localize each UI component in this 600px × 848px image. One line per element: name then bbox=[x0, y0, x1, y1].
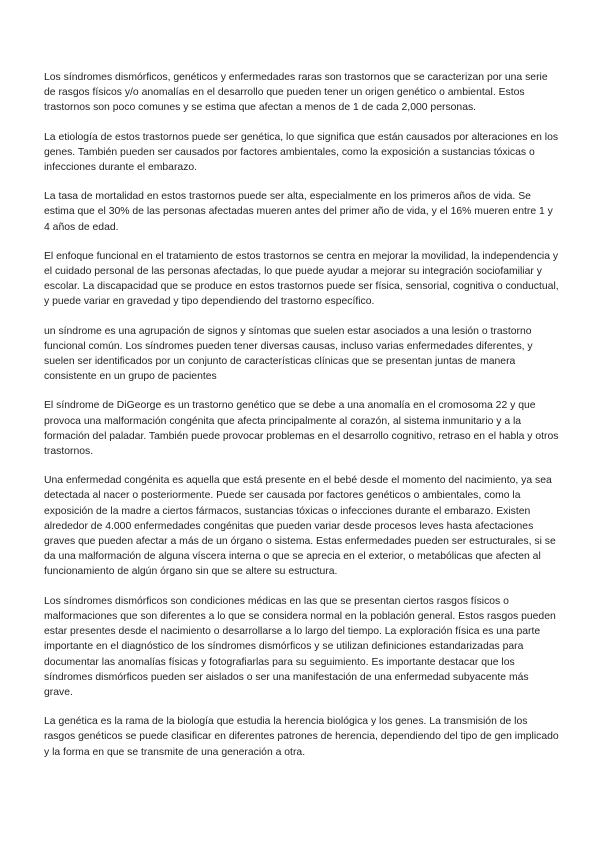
paragraph-intro: Los síndromes dismórficos, genéticos y enfermedades raras son trastornos que se caracterizan por una serie de rasgos físicos y/o anomalías en el desarrollo que pueden tener un origen genético o ambiental. Estos trastornos son poco comunes y se estima que afectan a menos de 1 de cada 2,000 personas. bbox=[44, 72, 548, 114]
document-body bbox=[44, 70, 560, 774]
paragraph-etiology: La etiología de estos trastornos puede ser genética, lo que significa que están causados por alteraciones en los genes. También pueden ser causados por factores ambientales, como la exposición a sustancias tóxicas o infecciones durante el embarazo. bbox=[44, 131, 559, 174]
paragraph-functional-approach: El enfoque funcional en el tratamiento de estos trastornos se centra en mejorar la movilidad, la independencia y el cuidado personal de las personas afectadas, lo que puede ayudar a mejorar su integración sociofamiliar y escolar. La discapacidad que se produce en estos trastornos puede ser física, sensorial, cognitiva o conductual, y puede variar en gravedad y tipo dependiendo del trastorno específico. bbox=[44, 250, 559, 308]
paragraph-syndrome-definition: un síndrome es una agrupación de signos y síntomas que suelen estar asociados a una lesión o trastorno funcional común. Los síndromes pueden tener diversas causas, incluso varias enfermedades diferentes, y suelen ser identificados por un conjunto de características clínicas que se presentan juntas de manera consistente en un grupo de pacientes bbox=[44, 325, 533, 383]
paragraph-genetics: La genética es la rama de la biología que estudia la herencia biológica y los genes. La transmisión de los rasgos genéticos se puede clasificar en diferentes patrones de herencia, dependiendo del tipo de gen implicado y la forma en que se transmite de una generación a otra. bbox=[44, 716, 559, 758]
paragraph-congenital-disease: Una enfermedad congénita es aquella que está presente en el bebé desde el momento del nacimiento, ya sea detectada al nacer o posteriormente. Puede ser causada por factores genéticos o ambientales, como la exposición de la madre a ciertos fármacos, sustancias tóxicas o infecciones durante el embarazo. Existen alrededor de 4.000 enfermedades congénitas que pueden variar desde procesos leves hasta afectaciones graves que pueden afectar a más de un órgano o sistema. Estas enfermedades pueden ser estructurales, si se da una malformación de alguna víscera interna o que se aprecia en el exterior, o metabólicas que afecten al funcionamiento de algún órgano sin que se altere su estructura. bbox=[44, 475, 556, 578]
paragraph-mortality: La tasa de mortalidad en estos trastornos puede ser alta, especialmente en los primeros años de vida. Se estima que el 30% de las personas afectadas mueren antes del primer año de vida, y el 16% mueren entre 1 y 4 años de edad. bbox=[44, 191, 553, 233]
paragraph-dysmorphic-syndromes: Los síndromes dismórficos son condiciones médicas en las que se presentan ciertos rasgos físicos o malformaciones que son diferentes a lo que se considera normal en la población general. Estos rasgos pueden estar presentes desde el nacimiento o desarrollarse a lo largo del tiempo. La exploración física es una parte importante en el diagnóstico de los síndromes dismórficos y se utilizan definiciones estandarizadas para documentar las anomalías físicas y fotografiarlas para su seguimiento. Es importante destacar que los síndromes dismórficos pueden ser aislados o ser una manifestación de una enfermedad subyacente más grave. bbox=[44, 595, 556, 698]
paragraph-digeorge: El síndrome de DiGeorge es un trastorno genético que se debe a una anomalía en el cromosoma 22 y que provoca una malformación congénita que afecta principalmente al corazón, al sistema inmunitario y a la formación del paladar. También puede provocar problemas en el desarrollo cognitivo, retraso en el habla y otros trastornos. bbox=[44, 400, 559, 458]
